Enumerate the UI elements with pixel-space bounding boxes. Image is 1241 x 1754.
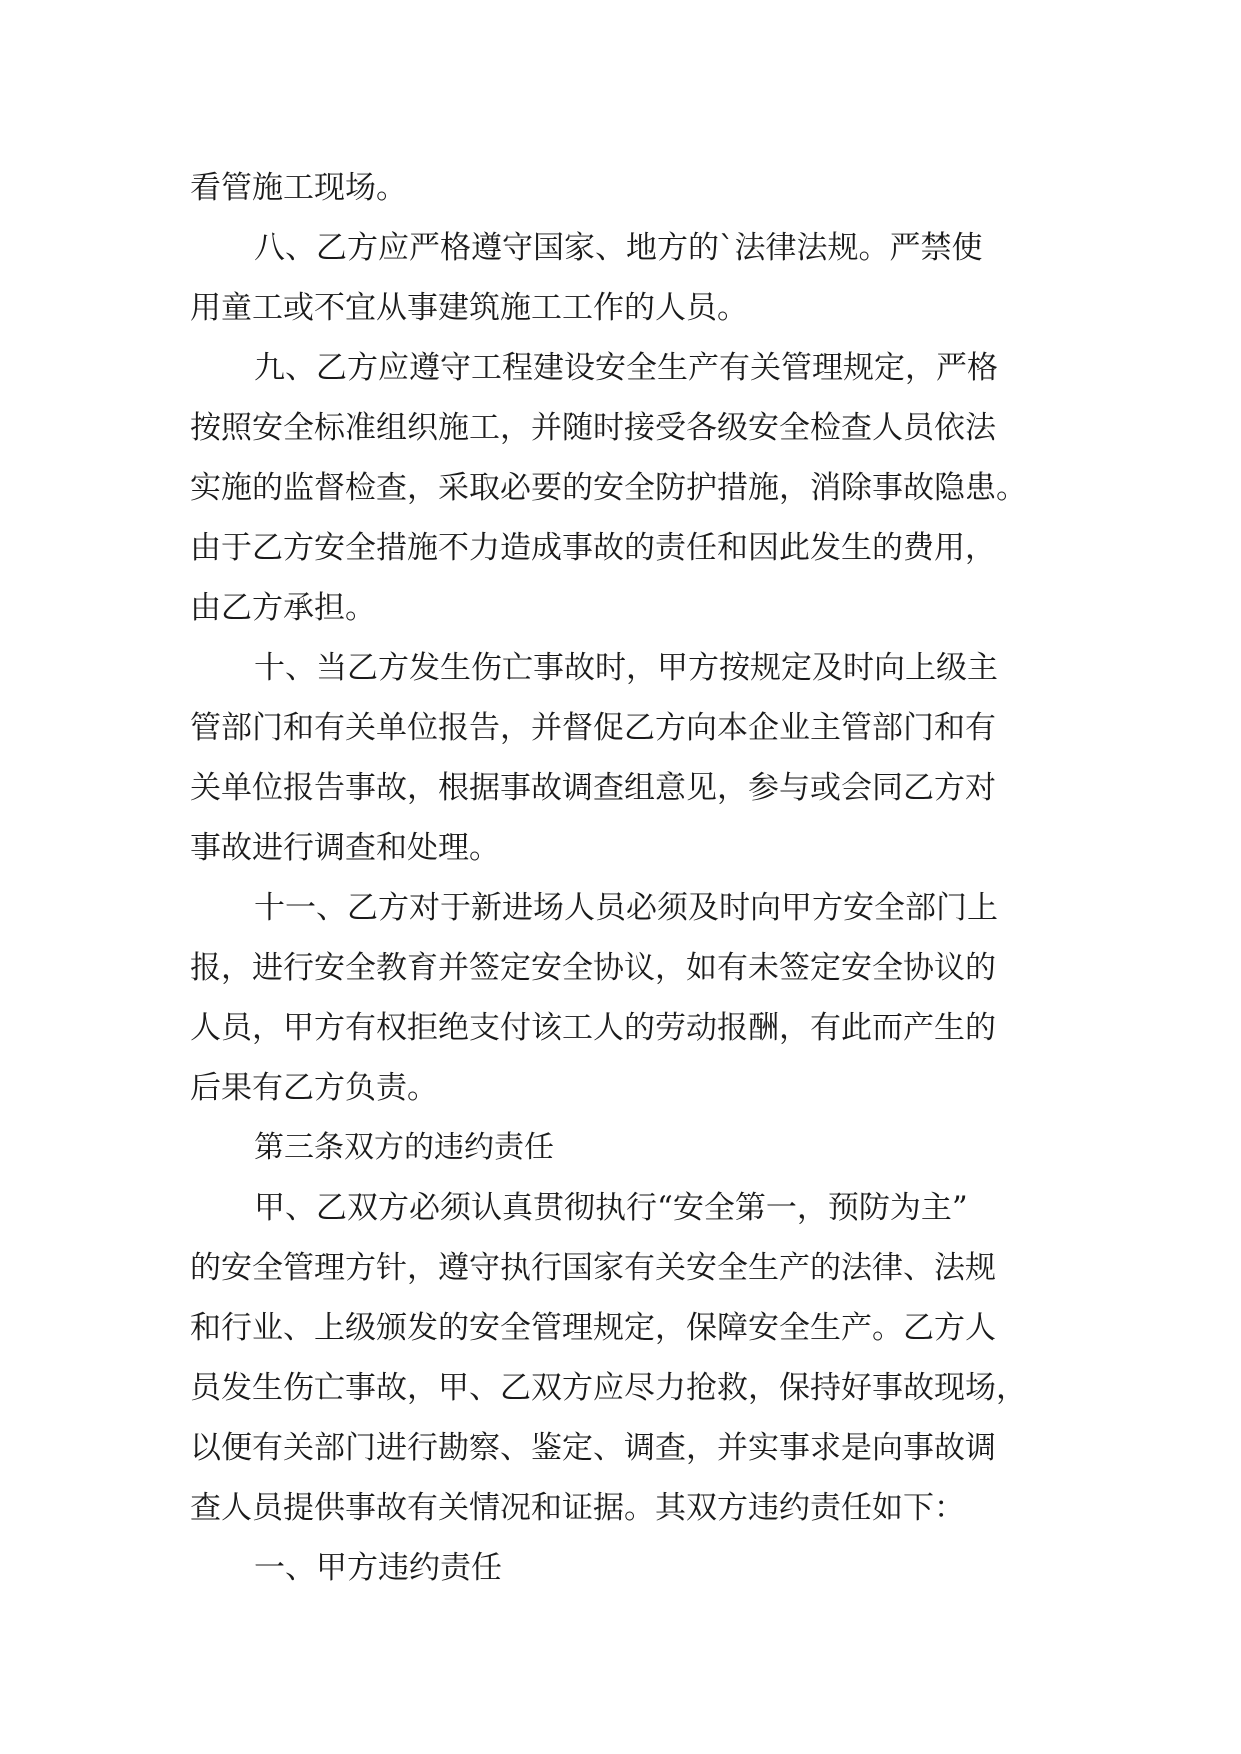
text-line-21: 员发生伤亡事故，甲、乙双方应尽力抢救，保持好事故现场， <box>190 1370 1027 1406</box>
text-line-9: 十、当乙方发生伤亡事故时，甲方按规定及时向上级主 <box>254 650 998 686</box>
text-line-24: 一、甲方违约责任 <box>254 1550 502 1586</box>
text-line-20: 和行业、上级颁发的安全管理规定，保障安全生产。乙方人 <box>190 1310 996 1346</box>
text-line-12: 事故进行调查和处理。 <box>190 830 500 866</box>
section-heading: 第三条双方的违约责任 <box>254 1130 554 1165</box>
text-line-22: 以便有关部门进行勘察、鉴定、调查，并实事求是向事故调 <box>190 1430 996 1466</box>
text-line-23: 查人员提供事故有关情况和证据。其双方违约责任如下： <box>190 1490 965 1526</box>
text-line-6: 实施的监督检查，采取必要的安全防护措施，消除事故隐患。 <box>190 470 1027 506</box>
text-line-8: 由乙方承担。 <box>190 590 376 626</box>
text-line-19: 的安全管理方针，遵守执行国家有关安全生产的法律、法规 <box>190 1250 996 1286</box>
text-line-7: 由于乙方安全措施不力造成事故的责任和因此发生的费用， <box>190 530 996 566</box>
text-line-14: 报，进行安全教育并签定安全协议，如有未签定安全协议的 <box>190 950 996 986</box>
text-line-10: 管部门和有关单位报告，并督促乙方向本企业主管部门和有 <box>190 710 996 746</box>
text-line-5: 按照安全标准组织施工，并随时接受各级安全检查人员依法 <box>190 410 996 446</box>
text-line-13: 十一、乙方对于新进场人员必须及时向甲方安全部门上 <box>254 890 998 926</box>
text-line-2: 八、乙方应严格遵守国家、地方的`法律法规。严禁使 <box>254 230 983 266</box>
text-line-16: 后果有乙方负责。 <box>190 1070 438 1106</box>
text-line-11: 关单位报告事故，根据事故调查组意见，参与或会同乙方对 <box>190 770 996 806</box>
text-line-1: 看管施工现场。 <box>190 170 407 206</box>
text-line-15: 人员，甲方有权拒绝支付该工人的劳动报酬，有此而产生的 <box>190 1010 996 1046</box>
text-line-4: 九、乙方应遵守工程建设安全生产有关管理规定，严格 <box>254 350 998 386</box>
text-line-3: 用童工或不宜从事建筑施工工作的人员。 <box>190 290 748 326</box>
document-body <box>190 158 1050 1598</box>
text-line-18: 甲、乙双方必须认真贯彻执行“安全第一，预防为主” <box>254 1190 968 1226</box>
